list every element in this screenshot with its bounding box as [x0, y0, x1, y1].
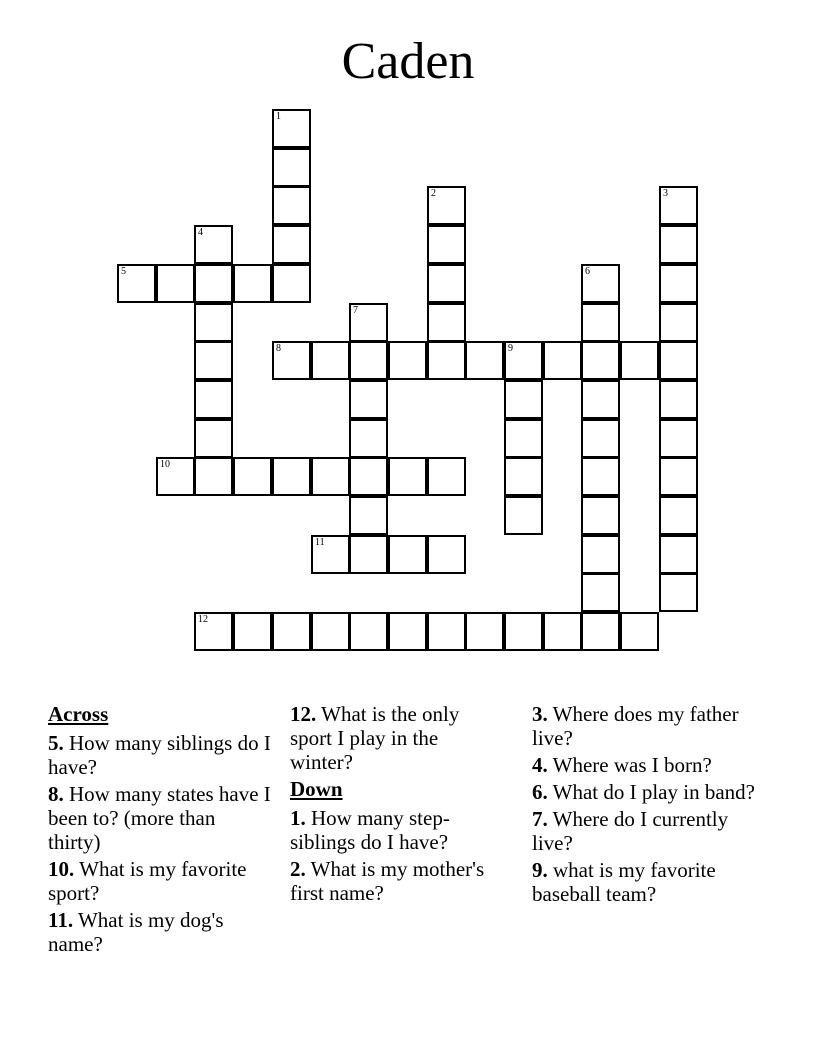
clue-column-1 — [48, 702, 273, 959]
puzzle-title: Caden — [341, 33, 475, 90]
grid-cell[interactable] — [272, 148, 311, 187]
grid-cell[interactable] — [272, 225, 311, 264]
grid-cell[interactable] — [194, 380, 233, 419]
clue-number: 7 — [353, 305, 358, 316]
clue-across-12: 12. What is the only sport I play in the winter? — [290, 702, 460, 774]
grid-cell[interactable] — [194, 419, 233, 458]
clue-down-1: 1. How many step-siblings do I have? — [290, 806, 450, 854]
grid-cell[interactable] — [272, 264, 311, 303]
grid-cell[interactable] — [659, 457, 698, 496]
grid-cell[interactable] — [194, 457, 233, 496]
clue-number: 8 — [276, 343, 281, 354]
grid-cell[interactable] — [659, 303, 698, 342]
grid-cell[interactable] — [349, 303, 388, 342]
grid-cell[interactable] — [581, 535, 620, 574]
clue-number: 5 — [121, 266, 126, 277]
grid-cell[interactable] — [427, 341, 466, 380]
grid-cell[interactable] — [659, 573, 698, 612]
grid-cell[interactable] — [388, 612, 427, 651]
grid-cell[interactable] — [659, 496, 698, 535]
clue-number: 4 — [198, 227, 203, 238]
grid-cell[interactable] — [581, 264, 620, 303]
grid-cell[interactable] — [659, 341, 698, 380]
grid-cell[interactable] — [388, 535, 427, 574]
grid-cell[interactable] — [349, 380, 388, 419]
clue-number: 12 — [198, 614, 208, 625]
clue-number: 1 — [276, 111, 281, 122]
grid-cell[interactable] — [581, 419, 620, 458]
grid-cell[interactable] — [349, 419, 388, 458]
grid-cell[interactable] — [581, 380, 620, 419]
grid-cell[interactable] — [156, 457, 195, 496]
grid-cell[interactable] — [233, 457, 272, 496]
grid-cell[interactable] — [349, 457, 388, 496]
across-heading: Across — [48, 702, 109, 726]
clue-number: 10 — [160, 459, 170, 470]
down-heading: Down — [290, 777, 343, 801]
grid-cell[interactable] — [194, 303, 233, 342]
clue-number: 6 — [585, 266, 590, 277]
clue-down-6: 6. What do I play in band? — [532, 780, 755, 804]
grid-cell[interactable] — [504, 457, 543, 496]
clue-column-2 — [290, 702, 505, 908]
clue-across-10: 10. What is my favorite sport? — [48, 857, 247, 905]
grid-cell[interactable] — [427, 264, 466, 303]
grid-cell[interactable] — [311, 612, 350, 651]
grid-cell[interactable] — [194, 612, 233, 651]
grid-cell[interactable] — [504, 612, 543, 651]
grid-cell[interactable] — [388, 457, 427, 496]
grid-cell[interactable] — [659, 380, 698, 419]
grid-cell[interactable] — [427, 457, 466, 496]
clue-column-3 — [532, 702, 772, 909]
clue-across-8: 8. How many states have I been to? (more than thirty) — [48, 782, 271, 854]
grid-cell[interactable] — [194, 225, 233, 264]
grid-cell[interactable] — [581, 341, 620, 380]
grid-cell[interactable] — [272, 612, 311, 651]
grid-cell[interactable] — [117, 264, 156, 303]
grid-cell[interactable] — [156, 264, 195, 303]
clue-down-7: 7. Where do I currently live? — [532, 807, 729, 855]
grid-cell[interactable] — [465, 612, 504, 651]
grid-cell[interactable] — [349, 535, 388, 574]
grid-cell[interactable] — [504, 419, 543, 458]
grid-cell[interactable] — [659, 419, 698, 458]
grid-cell[interactable] — [427, 535, 466, 574]
grid-cell[interactable] — [272, 186, 311, 225]
clue-down-9: 9. what is my favorite baseball team? — [532, 858, 716, 906]
clue-number: 2 — [431, 188, 436, 199]
grid-cell[interactable] — [427, 303, 466, 342]
grid-cell[interactable] — [233, 264, 272, 303]
grid-cell[interactable] — [581, 612, 620, 651]
grid-cell[interactable] — [349, 612, 388, 651]
clue-down-3: 3. Where does my father live? — [532, 702, 739, 750]
clue-down-4: 4. Where was I born? — [532, 753, 712, 777]
grid-cell[interactable] — [233, 612, 272, 651]
grid-cell[interactable] — [272, 457, 311, 496]
grid-cell[interactable] — [581, 573, 620, 612]
grid-cell[interactable] — [272, 109, 311, 148]
grid-cell[interactable] — [388, 341, 427, 380]
grid-cell[interactable] — [659, 535, 698, 574]
grid-cell[interactable] — [427, 225, 466, 264]
grid-cell[interactable] — [311, 341, 350, 380]
grid-cell[interactable] — [349, 341, 388, 380]
clue-down-2: 2. What is my mother's first name? — [290, 857, 485, 905]
clue-across-5: 5. How many siblings do I have? — [48, 731, 271, 779]
clue-across-11: 11. What is my dog's name? — [48, 908, 224, 956]
grid-cell[interactable] — [581, 496, 620, 535]
grid-cell[interactable] — [581, 457, 620, 496]
grid-cell[interactable] — [659, 225, 698, 264]
grid-cell[interactable] — [659, 186, 698, 225]
grid-cell[interactable] — [543, 341, 582, 380]
clue-number: 3 — [663, 188, 668, 199]
grid-cell[interactable] — [620, 612, 659, 651]
clue-number: 9 — [508, 343, 513, 354]
grid-cell[interactable] — [659, 264, 698, 303]
grid-cell[interactable] — [194, 341, 233, 380]
grid-cell[interactable] — [620, 341, 659, 380]
grid-cell[interactable] — [349, 496, 388, 535]
grid-cell[interactable] — [427, 186, 466, 225]
grid-cell[interactable] — [581, 303, 620, 342]
grid-cell[interactable] — [194, 264, 233, 303]
grid-cell[interactable] — [465, 341, 504, 380]
grid-cell[interactable] — [504, 341, 543, 380]
grid-cell[interactable] — [504, 496, 543, 535]
grid-cell[interactable] — [272, 341, 311, 380]
grid-cell[interactable] — [311, 457, 350, 496]
clue-number: 11 — [315, 537, 325, 548]
grid-cell[interactable] — [543, 612, 582, 651]
grid-cell[interactable] — [504, 380, 543, 419]
grid-cell[interactable] — [427, 612, 466, 651]
grid-cell[interactable] — [311, 535, 350, 574]
